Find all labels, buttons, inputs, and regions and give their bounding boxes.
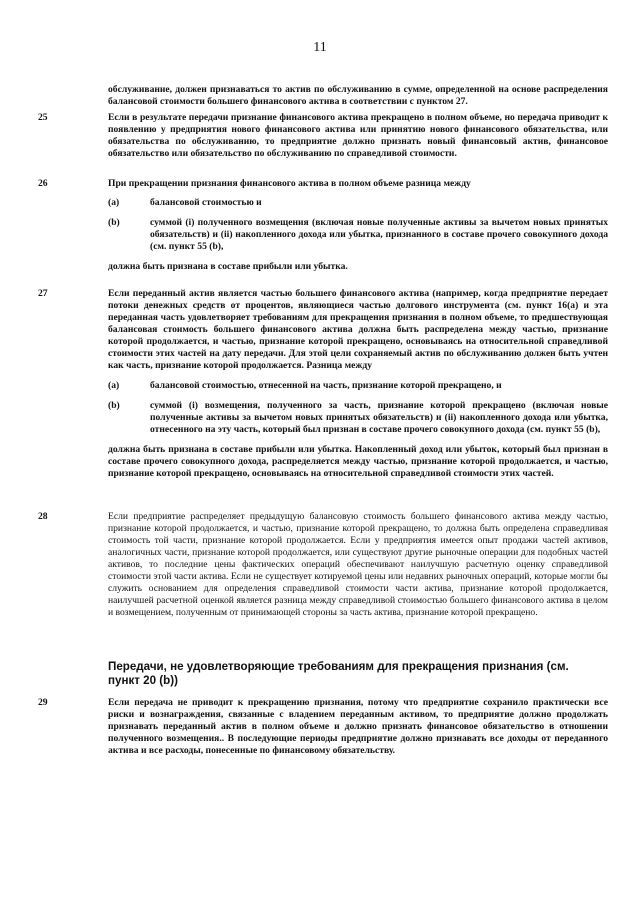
list-text: суммой (i) возмещения, полученного за часть, признание которой прекращено (включая новые полученные активы за вычетом новых принятых обязательств) и (ii) накопленного дохода или убытка, отнесенного на эту часть, который был признан в составе прочего совокупного дохода (см. пункт 55 (b), (150, 400, 608, 435)
list-label: (a) (108, 380, 120, 391)
paragraph-tail: должна быть признана в составе прибыли или убытка. Накопленный доход или убыток, который был признан в составе прочего совокупного дохода, распределяется между частью, признание которой продолжается, и частью, признание которой прекращено, основываясь на относительной справедливой стоимости этих частей. (108, 444, 608, 479)
paragraph-number: 28 (38, 511, 48, 522)
paragraph-text: Если в результате передачи признание финансового актива прекращено в полном объеме, но передача приводит к появлению у предприятия нового финансового актива или принятию нового финансового обязательства, или обязательства по обслуживанию, то предприятие должно признать новый финансовый актив, финансовое обязательство или обязательство по обслуживанию по справедливой стоимости. (108, 112, 608, 159)
list-item-b (108, 400, 608, 436)
paragraph-29 (38, 697, 608, 757)
paragraph-number: 29 (38, 697, 48, 708)
paragraph-27 (38, 288, 608, 480)
paragraph-25 (38, 112, 608, 160)
list-label: (b) (108, 400, 120, 411)
intro-text: обслуживание, должен признаваться то актив по обслуживанию в сумме, определенной на основе распределения балансовой стоимости большего финансового актива в соответствии с пунктом 27. (108, 84, 608, 107)
paragraph-text: Если предприятие распределяет предыдущую балансовую стоимость большего финансового актива между частью, признание которой продолжается, и частью, признание которой прекращено, то должна быть определена справедливая стоимость той части, признание которой продолжается. Если у предприятия имеется опыт продажи частей активов, аналогичных части, признание которой продолжается, или существуют другие рыночные операции для подобных частей активов, то последние цены фактических операций обеспечивают наилучшую расчетную оценку справедливой стоимости этой части актива. Если не существует котируемой цены или недавних рыночных операций, которые могли бы служить основанием для определения справедливой стоимости части актива, признание которой продолжается, наилучшей расчетной оценкой является разница между справедливой стоимостью большего финансового актива в целом и возмещением, полученным от принимающей стороны за часть актива, признание которой прекращено. (108, 511, 608, 618)
list-text: балансовой стоимостью и (150, 197, 262, 208)
paragraph-number: 27 (38, 288, 48, 299)
paragraph-tail: должна быть признана в составе прибыли или убытка. (108, 261, 348, 272)
paragraph-text: При прекращении признания финансового актива в полном объеме разница между (108, 178, 471, 189)
paragraph-number: 25 (38, 112, 48, 123)
list-item-a (108, 197, 608, 209)
list-label: (a) (108, 197, 120, 208)
section-heading: Передачи, не удовлетворяющие требованиям для прекращения признания (см. пункт 20 (b)) (108, 660, 569, 687)
page-number: 11 (313, 40, 327, 55)
list-item-a (108, 380, 608, 392)
paragraph-26 (38, 178, 608, 273)
paragraph-text: Если передача не приводит к прекращению признания, потому что предприятие сохранило практически все риски и вознаграждения, связанные с владением переданным активом, то предприятие должно продолжать признавать переданный актив в полном объеме и должно признать финансовое обязательство в отношении полученного возмещения.. В последующие периоды предприятие должно признавать все доходы от переданного актива и все расходы, понесенные по финансовому обязательству. (108, 697, 608, 756)
paragraph-text: Если переданный актив является частью большего финансового актива (например, когда предприятие передает потоки денежных средств от процентов, являющиеся частью долгового инструмента (см. пункт 16(a) и эта переданная часть удовлетворяет требованиям для прекращения признания в полном объеме, то предшествующая балансовая стоимость большего финансового актива должна быть распределена между частью, признание которой продолжается, и частью, признание которой прекращено, основываясь на относительной справедливой стоимости этих частей на дату передачи. Для этой цели сохраняемый актив по обслуживанию должен быть учтен как часть, признание которой продолжается. Разница между (108, 288, 608, 371)
list-text: суммой (i) полученного возмещения (включая новые полученные активы за вычетом новых принятых обязательств) и (ii) накопленного дохода или убытка, признанного в составе прочего совокупного дохода (см. пункт 55 (b), (150, 217, 608, 252)
list-text: балансовой стоимостью, отнесенной на часть, признание которой прекращено, и (150, 380, 502, 391)
list-label: (b) (108, 217, 120, 228)
list-item-b (108, 217, 608, 253)
intro-paragraph (38, 84, 608, 108)
paragraph-28 (38, 511, 608, 619)
paragraph-number: 26 (38, 178, 48, 189)
